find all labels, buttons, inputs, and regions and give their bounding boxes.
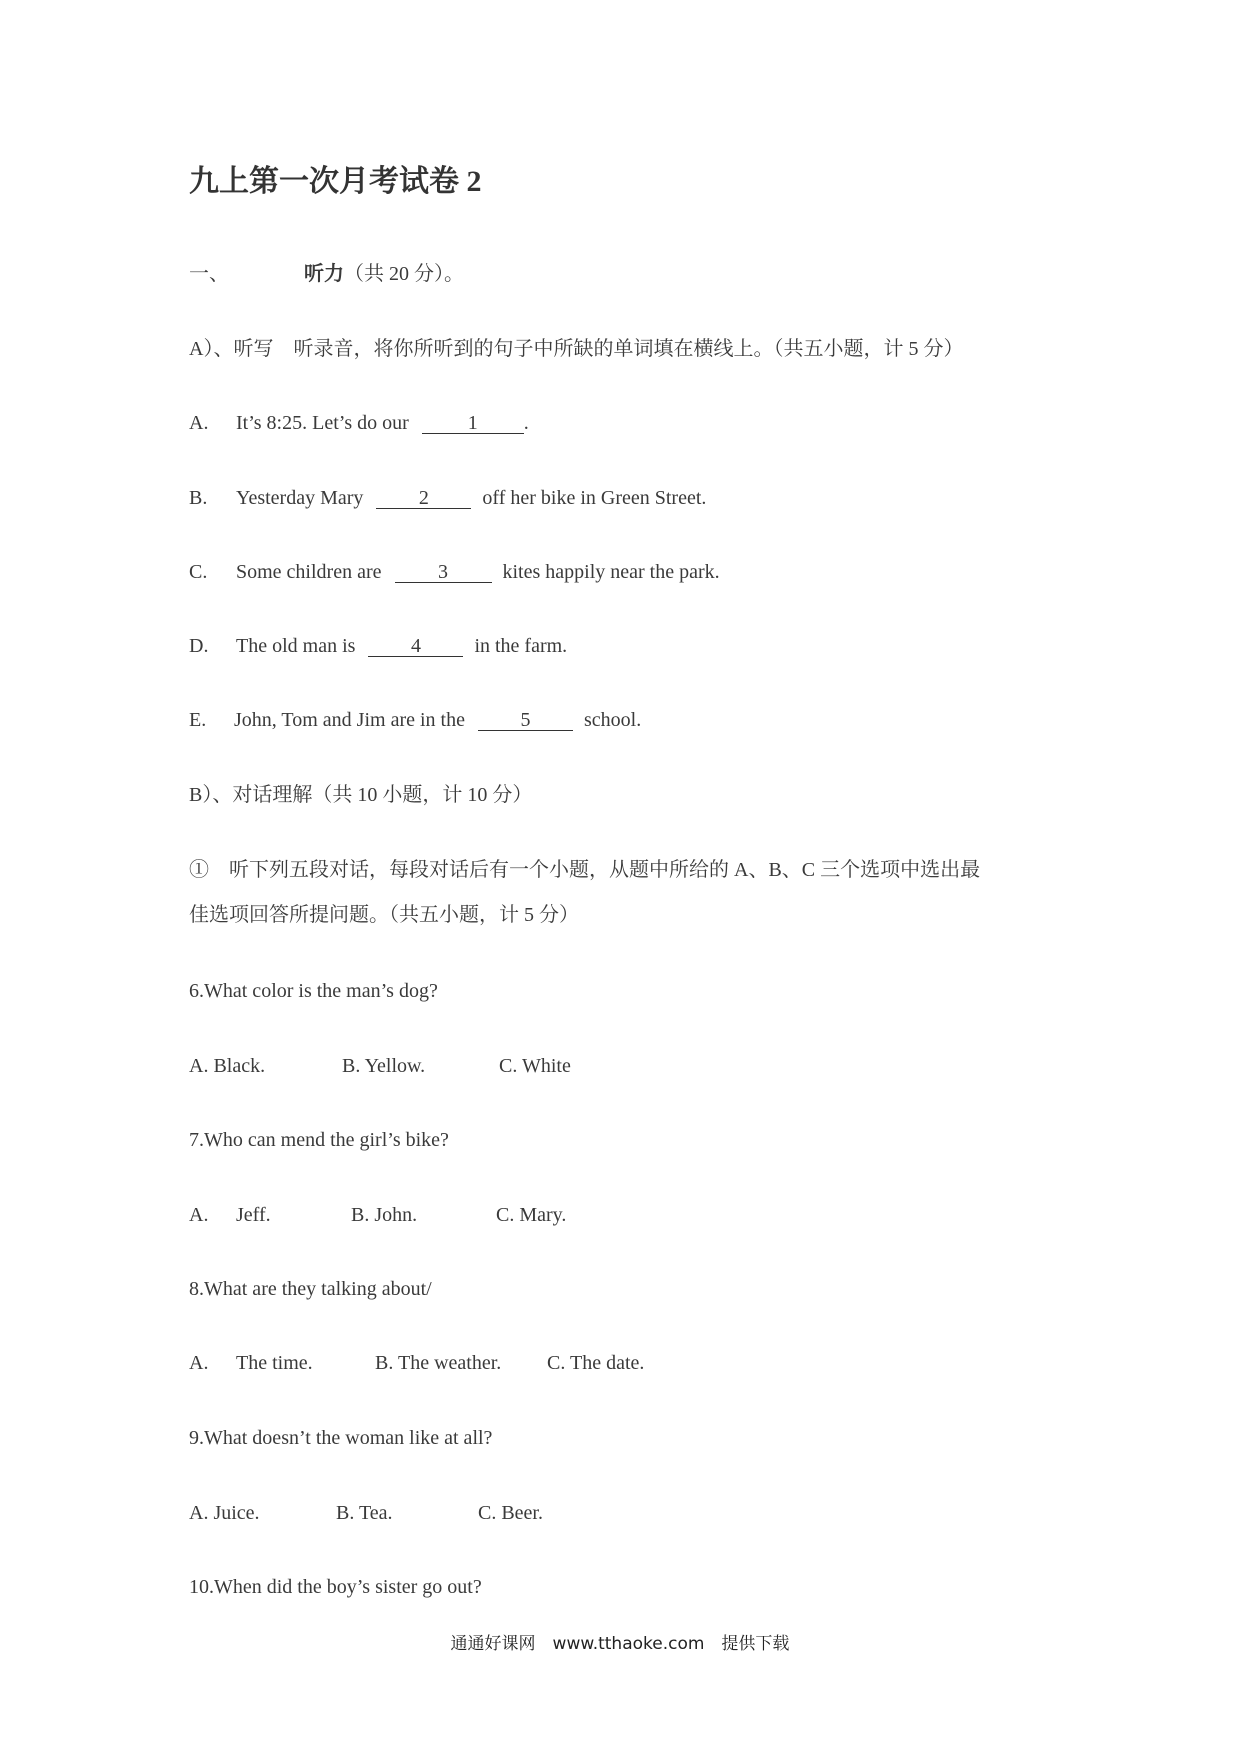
answer-blank-1[interactable]: 1 <box>422 413 524 434</box>
sentence-before: Some children are <box>236 561 382 583</box>
answer-blank-5[interactable]: 5 <box>478 710 573 731</box>
sentence-before: John, Tom and Jim are in the <box>234 709 465 731</box>
section-heading <box>189 262 229 286</box>
dictation-item-c <box>189 560 207 584</box>
section-label: 听力 <box>304 263 344 285</box>
sentence-before: It’s 8:25. Let’s do our <box>236 412 409 434</box>
dictation-sentence-a <box>236 411 529 435</box>
option-a-text[interactable]: The time. <box>236 1352 313 1374</box>
question-8-options <box>189 1351 789 1375</box>
sentence-after: . <box>523 412 529 434</box>
part-b-sub1-line1: ① 听下列五段对话，每段对话后有一个小题，从题中所给的 A、B、C 三个选项中选出最 <box>189 859 981 881</box>
dictation-item-d <box>189 634 208 658</box>
option-a[interactable]: A. Juice. <box>189 1502 260 1524</box>
dictation-item-e <box>189 708 206 732</box>
item-letter: A. <box>189 412 209 434</box>
sentence-after: kites happily near the park. <box>502 561 720 583</box>
item-letter: E. <box>189 709 207 731</box>
sentence-after: off her bike in Green Street. <box>482 487 707 509</box>
sentence-after: in the farm. <box>474 635 568 657</box>
dictation-sentence-b <box>236 486 706 510</box>
question-7: 7.Who can mend the girl’s bike? <box>189 1129 449 1151</box>
option-c[interactable]: C. Mary. <box>496 1204 567 1226</box>
sentence-before: Yesterday Mary <box>236 487 364 509</box>
section-number: 一、 <box>189 263 229 285</box>
dictation-item-a <box>189 411 208 435</box>
option-c[interactable]: C. Beer. <box>478 1502 543 1524</box>
option-b[interactable]: B. Yellow. <box>342 1055 426 1077</box>
section-title <box>304 262 464 286</box>
question-8: 8.What are they talking about/ <box>189 1278 432 1300</box>
page-footer: 通通好课网 www.tthaoke.com 提供下载 <box>450 1634 790 1654</box>
question-9-options <box>189 1501 789 1525</box>
part-b-sub1-line2: 佳选项回答所提问题。（共五小题，计 5 分） <box>189 904 579 926</box>
question-6-options <box>189 1054 789 1078</box>
item-letter: B. <box>189 487 208 509</box>
part-a-instruction: A）、听写 听录音，将你所听到的句子中所缺的单词填在横线上。（共五小题，计 5 分） <box>189 338 964 360</box>
option-c[interactable]: C. White <box>499 1055 571 1077</box>
question-6: 6.What color is the man’s dog? <box>189 980 438 1002</box>
answer-blank-3[interactable]: 3 <box>395 562 492 583</box>
option-c[interactable]: C. The date. <box>547 1352 645 1374</box>
dictation-sentence-e <box>234 708 641 732</box>
option-a-letter[interactable]: A. <box>189 1352 209 1374</box>
option-b[interactable]: B. John. <box>351 1204 418 1226</box>
dictation-sentence-d <box>236 634 567 658</box>
page-title: 九上第一次月考试卷 2 <box>189 165 482 198</box>
part-b-instruction: B）、对话理解（共 10 小题，计 10 分） <box>189 784 533 806</box>
question-7-options <box>189 1203 789 1227</box>
dictation-item-b <box>189 486 207 510</box>
answer-blank-4[interactable]: 4 <box>368 636 463 657</box>
sentence-before: The old man is <box>236 635 356 657</box>
item-letter: D. <box>189 635 209 657</box>
question-9: 9.What doesn’t the woman like at all? <box>189 1427 493 1449</box>
option-b[interactable]: B. The weather. <box>375 1352 502 1374</box>
option-a[interactable]: A. Black. <box>189 1055 266 1077</box>
question-10: 10.When did the boy’s sister go out? <box>189 1576 482 1598</box>
option-a-letter[interactable]: A. <box>189 1204 209 1226</box>
option-a-text[interactable]: Jeff. <box>236 1204 271 1226</box>
dictation-sentence-c <box>236 560 720 584</box>
sentence-after: school. <box>583 709 642 731</box>
section-points: （共 20 分）。 <box>344 263 464 285</box>
option-b[interactable]: B. Tea. <box>336 1502 393 1524</box>
answer-blank-2[interactable]: 2 <box>376 488 471 509</box>
item-letter: C. <box>189 561 208 583</box>
